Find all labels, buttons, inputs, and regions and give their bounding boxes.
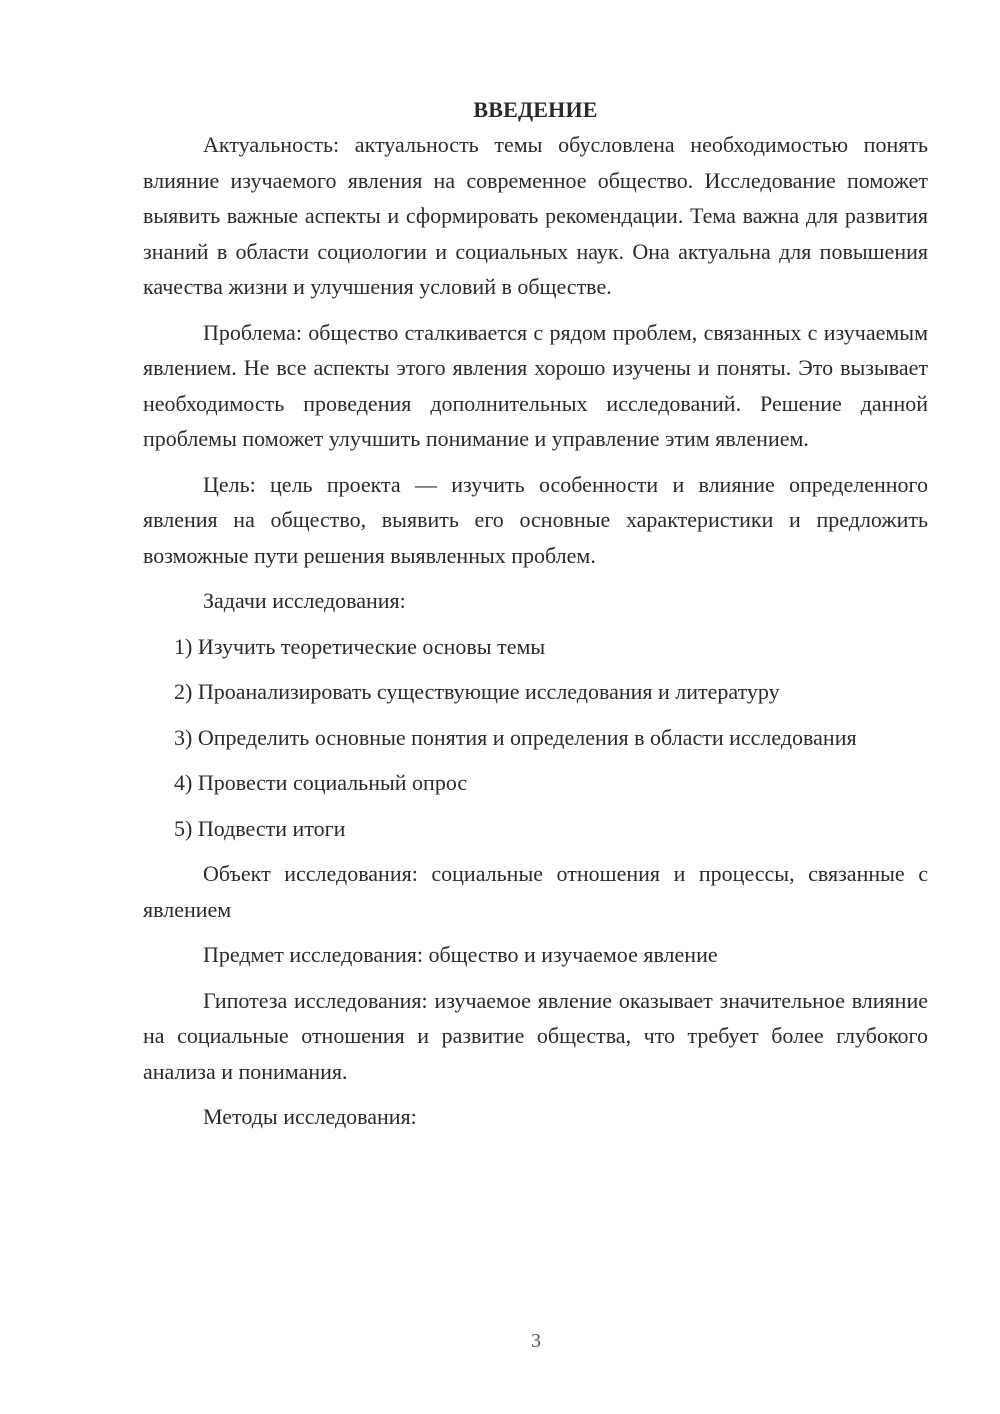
list-item-task-1: 1) Изучить теоретические основы темы <box>174 633 546 659</box>
paragraph-methods: Методы исследования: <box>203 1104 417 1129</box>
list-item-task-2: 2) Проанализировать существующие исследования и литературу <box>174 679 780 704</box>
list-item-task-5: 5) Подвести итоги <box>174 815 346 841</box>
page-number: 3 <box>531 1330 541 1352</box>
paragraph-problem: Проблема: общество сталкивается с рядом проблем, связанных с изучаемым явлением. Не все аспекты этого явления хорошо изучены и поняты. Это вызывает необходимость проведения дополнительных исследований. Решение данной проблемы поможет улучшить понимание и управление этим явлением. <box>143 319 928 451</box>
paragraph-goal: Цель: цель проекта — изучить особенности и влияние определенного явления на общество, выявить его основные характеристики и предложить возможные пути решения выявленных проблем. <box>143 471 928 568</box>
paragraph-tasks-heading: Задачи исследования: <box>203 588 406 613</box>
paragraph-subject: Предмет исследования: общество и изучаемое явление <box>203 942 718 967</box>
paragraph-hypothesis: Гипотеза исследования: изучаемое явление оказывает значительное влияние на социальные отношения и развитие общества, что требует более глубокого анализа и понимания. <box>143 987 928 1084</box>
page-title: ВВЕДЕНИЕ <box>473 97 598 122</box>
paragraph-object: Объект исследования: социальные отношения и процессы, связанные с явлением <box>143 861 928 922</box>
list-item-task-3: 3) Определить основные понятия и определения в области исследования <box>174 724 857 750</box>
list-item-task-4: 4) Провести социальный опрос <box>174 770 468 795</box>
page-content <box>143 92 928 1145</box>
paragraph-relevance: Актуальность: актуальность темы обусловлена необходимостью понять влияние изучаемого явления на современное общество. Исследование поможет выявить важные аспекты и сформировать рекомендации. Тема важна для развития знаний в области социологии и социальных наук. Она актуальна для повышения качества жизни и улучшения условий в обществе. <box>143 132 928 299</box>
